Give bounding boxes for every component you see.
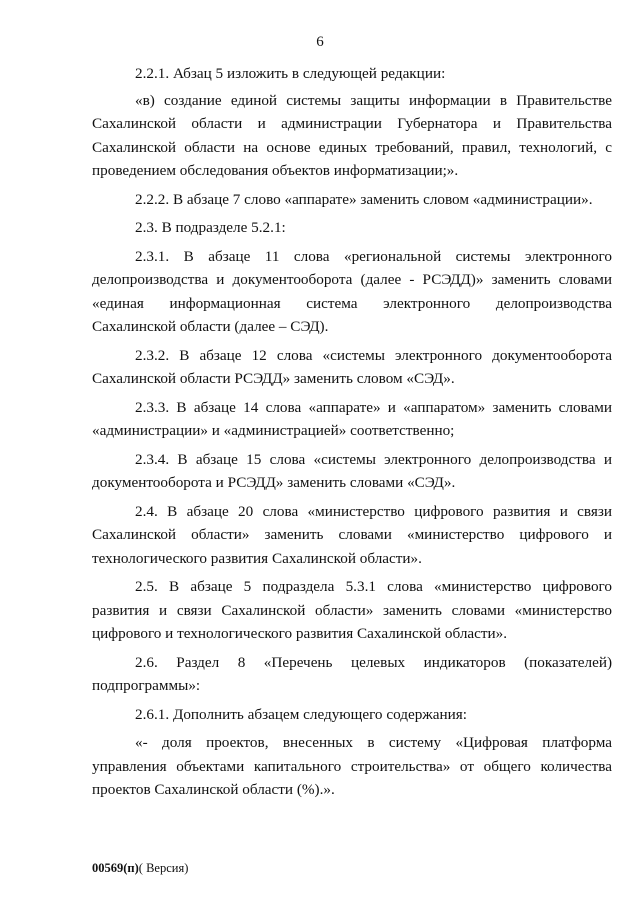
paragraph-2-3: 2.3. В подразделе 5.2.1: — [135, 219, 286, 236]
paragraph-2-6: 2.6. Раздел 8 «Перечень целевых индикаторов (показателей) подпрограммы»: — [92, 653, 612, 694]
document-footer — [92, 861, 188, 876]
paragraph-2-6-1: 2.6.1. Дополнить абзацем следующего содержания: — [135, 705, 467, 723]
document-body — [92, 62, 612, 807]
paragraph-2-2-2: 2.2.2. В абзаце 7 слово «аппарате» заменить словом «администрации». — [135, 190, 593, 208]
paragraph-quote-v: «в) создание единой системы защиты информации в Правительстве Сахалинской области и администрации Губернатора и Правительства Сахалинской области на основе единых требований, правил, технологий, с проведением обследования объектов информатизации;». — [92, 91, 612, 179]
paragraph-2-3-3: 2.3.3. В абзаце 14 слова «аппарате» и «аппаратом» заменить словами «администрации» и «администрацией» соответственно; — [92, 398, 612, 439]
page-number: 6 — [316, 34, 324, 50]
paragraph-2-4: 2.4. В абзаце 20 слова «министерство цифрового развития и связи Сахалинской области» заменить словами «министерство цифрового и технологического развития Сахалинской области». — [92, 502, 612, 567]
paragraph-2-5: 2.5. В абзаце 5 подраздела 5.3.1 слова «министерство цифрового развития и связи Сахалинской области» заменить словами «министерство цифрового и технологического развития Сахалинской области». — [92, 578, 612, 642]
document-version: ( Версия) — [138, 861, 189, 875]
paragraph-2-3-1: 2.3.1. В абзаце 11 слова «региональной системы электронного делопроизводства и документооборота (далее - РСЭДД)» заменить словами «единая информационная система электронного делопроизводства Сахалинской области (далее – СЭД). — [92, 247, 612, 335]
paragraph-2-2-1: 2.2.1. Абзац 5 изложить в следующей редакции: — [135, 65, 446, 82]
paragraph-2-3-4: 2.3.4. В абзаце 15 слова «системы электронного делопроизводства и документооборота и РСЭДД» заменить словами «СЭД». — [92, 450, 612, 491]
paragraph-quote-share: «- доля проектов, внесенных в систему «Цифровая платформа управления объектами капитального строительства» от общего количества проектов Сахалинской области (%).». — [92, 734, 612, 798]
document-code: 00569(п) — [92, 861, 139, 875]
paragraph-2-3-2: 2.3.2. В абзаце 12 слова «системы электронного документооборота Сахалинской области РСЭДД» заменить словом «СЭД». — [92, 346, 612, 387]
